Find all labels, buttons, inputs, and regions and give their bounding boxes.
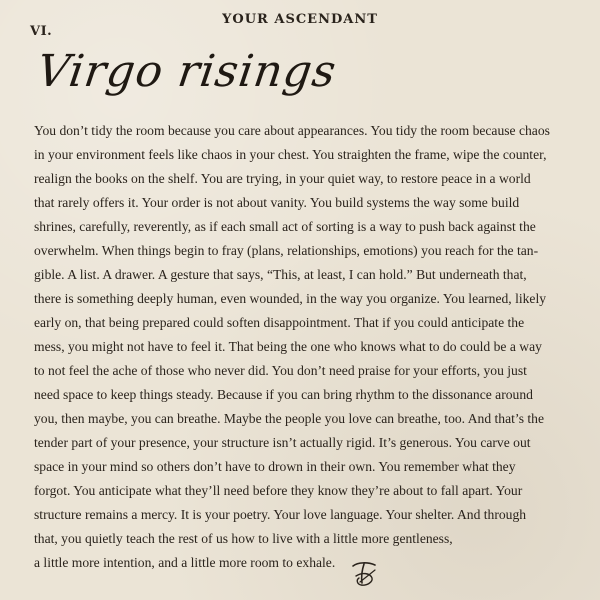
text-line: overwhelm. When things begin to fray (plans, relationships, emotions) you reach for the tan- <box>34 243 539 258</box>
page-title: Virgo risings <box>34 46 340 97</box>
text-line: forgot. You anticipate what they’ll need before they know they’re about to fall apart. Your <box>34 483 523 498</box>
text-line: You don’t tidy the room because you care about appearances. You tidy the room because chaos <box>34 123 550 138</box>
text-line: early on, that being prepared could soften disappointment. That if you could anticipate the <box>34 315 525 330</box>
text-line: a little more intention, and a little more room to exhale. <box>34 555 336 570</box>
text-line: to not feel the ache of those who never did. You don’t need praise for your efforts, you just <box>34 363 527 378</box>
body-paragraph <box>34 119 576 575</box>
monogram-signature-icon <box>348 558 380 590</box>
text-line: in your environment feels like chaos in your chest. You straighten the frame, wipe the counter, <box>34 147 547 162</box>
text-line: mess, you might not have to feel it. That being the one who knows what to do could be a way <box>34 339 542 354</box>
text-line: structure remains a mercy. It is your poetry. Your love language. Your shelter. And through <box>34 507 527 522</box>
text-line: space in your mind so others don’t have to drown in their own. You remember what they <box>34 459 516 474</box>
text-line: need space to keep things steady. Because if you can bring rhythm to the dissonance around <box>34 387 533 402</box>
chapter-numeral: VI. <box>30 24 53 39</box>
text-line: shrines, carefully, reverently, as if each small act of sorting is a way to push back against the <box>34 219 536 234</box>
text-line: you, then maybe, you can breathe. Maybe the people you love can breathe, too. And that’s the <box>34 411 544 426</box>
text-line: realign the books on the shelf. You are trying, in your quiet way, to restore peace in a world <box>34 171 531 186</box>
text-line: there is something deeply human, even wounded, in the way you organize. You learned, likely <box>34 291 547 306</box>
text-line: tender part of your presence, your structure isn’t actually rigid. It’s generous. You carve out <box>34 435 531 450</box>
running-title: YOUR ASCENDANT <box>222 12 378 27</box>
text-line: gible. A list. A drawer. A gesture that says, “This, at least, I can hold.” But underneath that, <box>34 267 527 282</box>
text-line: that rarely offers it. Your order is not about vanity. You build systems the way some build <box>34 195 520 210</box>
text-line: that, you quietly teach the rest of us how to live with a little more gentleness, <box>34 531 453 546</box>
